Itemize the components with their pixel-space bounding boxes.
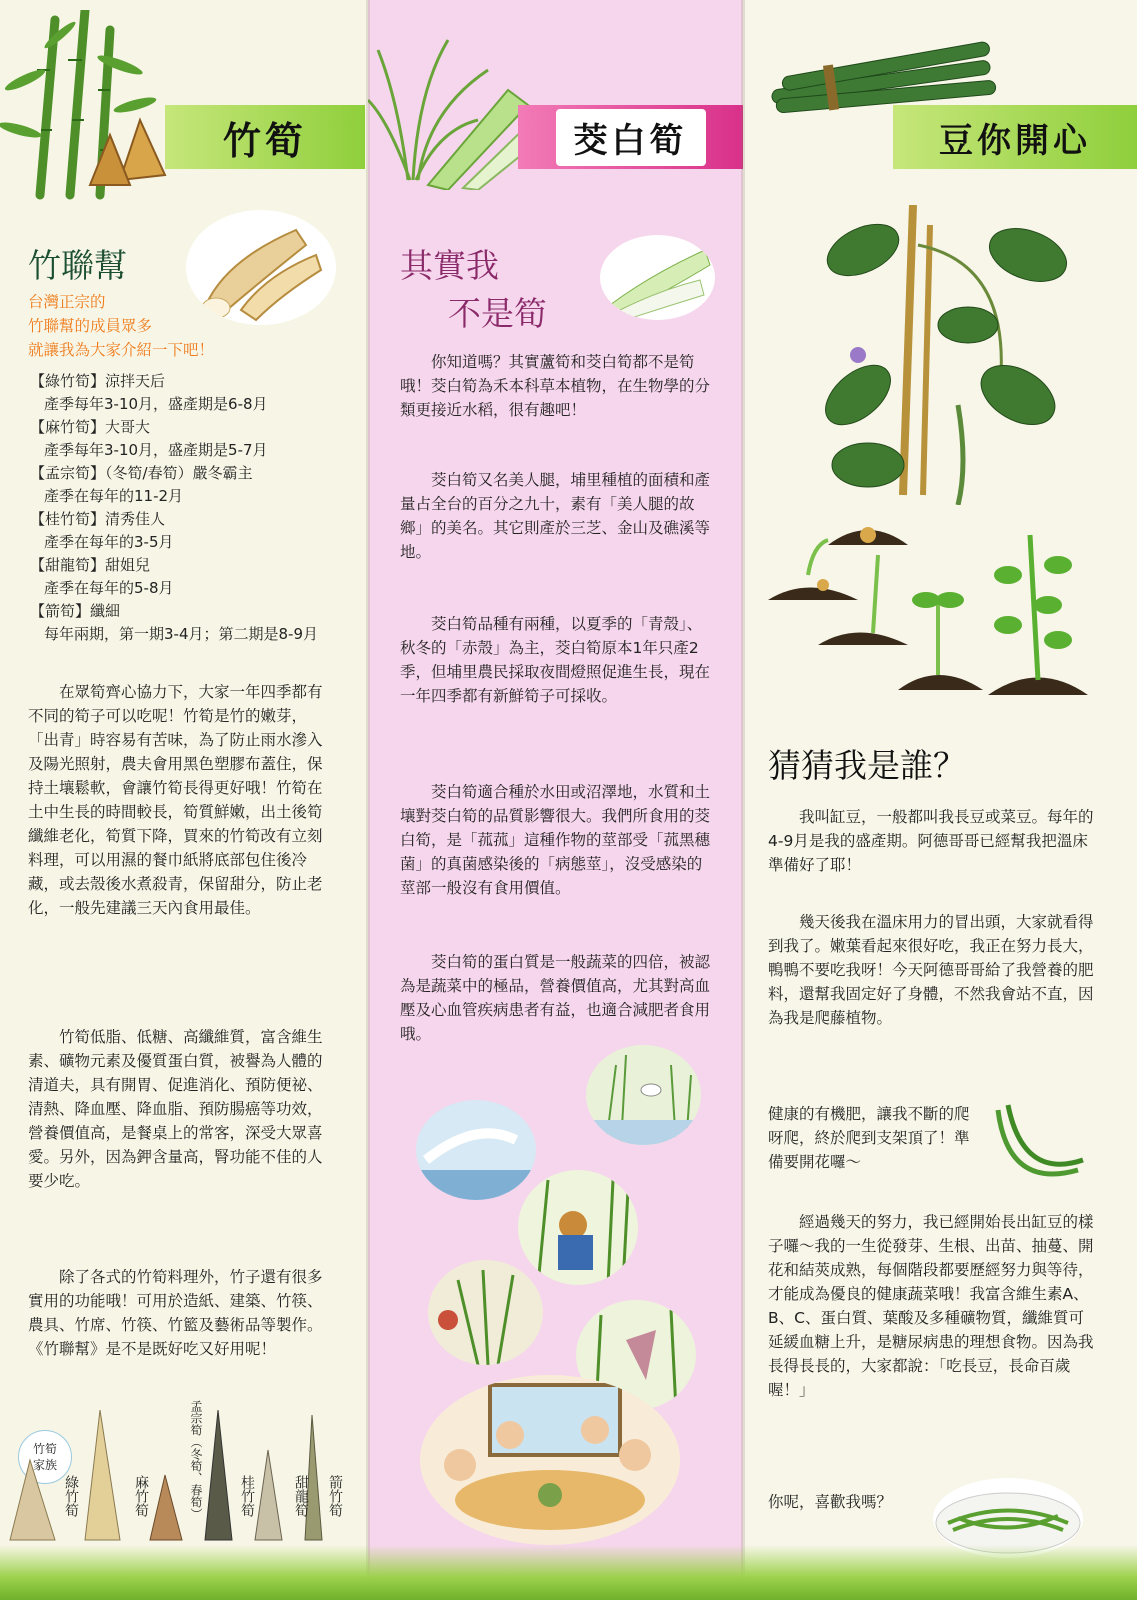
bamboo-paragraph-2: 竹筍低脂、低糖、高纖維質，富含維生素、礦物元素及優質蛋白質，被譽為人體的清道夫，具有開胃、促進消化、預防便祕、清熱、降血壓、降血脂、預防腸癌等功效，營養價值高，是餐桌上的常客，深受大眾喜愛。另外，因為鉀含量高，腎功能不佳的人要少吃。	[28, 1028, 323, 1190]
variety-desc: 大哥大	[105, 418, 151, 436]
variety-desc: 纖細	[90, 602, 121, 620]
fold-line-2	[741, 0, 745, 1600]
water-bamboo-paragraph-2: 茭白筍又名美人腿，埔里種植的面積和產量占全台的百分之九十，素有「美人腿的故鄉」的美名。其它則產於三芝、金山及礁溪等地。	[400, 471, 711, 561]
heading-not-a-shoot-2: 不是筍	[448, 294, 547, 333]
variety-season: 產季在每年的11-2月	[44, 487, 184, 505]
bamboo-paragraph-1: 在眾筍齊心協力下，大家一年四季都有不同的筍子可以吃呢！竹筍是竹的嫩芽，「出青」時容易有苦味，為了防止雨水滲入及陽光照射，農夫會用黑色塑膠布蓋住，保持土壤鬆軟，會讓竹筍長得更好哦！竹筍在土中生長的時間較長，筍質鮮嫩，出土後筍纖維老化，筍質下降，買來的竹筍改有立刻料理，可以用濕的餐巾紙將底部包住後冷藏，或去殼後水煮殺青，保留甜分，防止老化，一般先建議三天內食用最佳。	[28, 683, 323, 917]
variety-desc: 清秀佳人	[105, 510, 166, 528]
farmer-harvest-illustration	[518, 1170, 638, 1285]
family-label: 竹筍家族	[32, 1442, 57, 1472]
variety-name: 【甜龍筍】	[30, 556, 106, 574]
long-bean-pod-illustration	[988, 1100, 1088, 1190]
long-bean-paragraph-1: 我叫缸豆，一般都叫我長豆或菜豆。每年的4-9月是我的盛產期。阿德哥哥已經幫我把溫床準備好了耶！	[768, 808, 1094, 874]
family-item: 孟宗筍（冬筍、春筍）	[189, 1400, 203, 1520]
family-item: 綠竹筍	[63, 1475, 79, 1517]
bamboo-shoot-panel	[0, 0, 368, 1600]
heading-not-a-shoot-1: 其實我	[400, 246, 499, 285]
water-bamboo-paragraph-3: 茭白筍品種有兩種，以夏季的「青殼」、秋冬的「赤殼」為主，茭白筍原本1年只產2季，但埔里農民採取夜間燈照促進生長，現在一年四季都有新鮮筍子可採收。	[400, 615, 711, 705]
banner-title-water-bamboo: 茭白筍	[556, 109, 706, 166]
grass-border	[0, 1545, 1137, 1600]
variety-name: 【箭筍】	[30, 602, 91, 620]
variety-list	[30, 370, 350, 646]
long-bean-paragraph-4: 經過幾天的努力，我已經開始長出缸豆的樣子囉～我的一生從發芽、生根、出苗、抽蔓、開花和結莢成熟，每個階段都要歷經努力與等待，才能成為優良的健康蔬菜哦！我富含維生素A、B、C、蛋白質、葉酸及多種礦物質，纖維質可延緩血糖上升，是糖尿病患的理想食物。因為我長得長長的，大家都說：「吃長豆，長命百歲喔！」	[768, 1213, 1094, 1399]
variety-item	[30, 554, 350, 577]
bamboo-family-illustration	[0, 1390, 368, 1550]
family-item: 箭竹筍	[327, 1475, 343, 1517]
bamboo-shoot-photo	[186, 210, 336, 325]
long-bean-paragraph-5: 你呢，喜歡我嗎？	[768, 1493, 893, 1511]
variety-name: 【麻竹筍】	[30, 418, 106, 436]
bean-plant-illustration	[818, 205, 1118, 505]
fold-line-1	[366, 0, 370, 1600]
banner-water-bamboo	[518, 105, 743, 169]
variety-desc: 甜姐兒	[105, 556, 151, 574]
water-bamboo-photo	[600, 235, 715, 320]
variety-desc: 涼拌天后	[105, 372, 166, 390]
heading-bamboo-gang: 竹聯幫	[28, 246, 127, 285]
variety-desc: （冬筍/春筍）嚴冬霸主	[105, 464, 253, 482]
family-dinner-illustration	[420, 1375, 680, 1545]
banner-bamboo	[165, 105, 365, 169]
banner-title-bamboo: 竹筍	[222, 117, 307, 163]
variety-name: 【綠竹筍】	[30, 372, 106, 390]
seedling-stages-illustration	[768, 515, 1108, 715]
intro-line-1: 台灣正宗的	[28, 293, 106, 311]
egret-pond-illustration	[416, 1100, 536, 1200]
egret-field-illustration	[586, 1045, 701, 1145]
variety-item	[30, 600, 350, 623]
long-bean-paragraph-3: 健康的有機肥，讓我不斷的爬呀爬，終於爬到支架頂了！準備要開花囉～	[768, 1105, 970, 1171]
banner-title-long-bean: 豆你開心	[939, 120, 1091, 161]
intro-line-2: 竹聯幫的成員眾多	[28, 317, 153, 335]
water-bamboo-panel	[368, 0, 743, 1600]
variety-season: 產季每年3-10月，盛產期是5-7月	[44, 441, 268, 459]
variety-season: 產季每年3-10月，盛產期是6-8月	[44, 395, 268, 413]
variety-name: 【孟宗筍】	[30, 464, 106, 482]
long-bean-panel	[743, 0, 1137, 1600]
variety-name: 【桂竹筍】	[30, 510, 106, 528]
water-bamboo-paragraph-1: 你知道嗎？其實蘆筍和茭白筍都不是筍哦！茭白筍為禾本科草本植物，在生物學的分類更接近水稻，很有趣吧！	[400, 353, 711, 419]
variety-item	[30, 508, 350, 531]
bamboo-paragraph-3: 除了各式的竹筍料理外，竹子還有很多實用的功能哦！可用於造紙、建築、竹筷、農具、竹席、竹筷、竹籃及藝術品等製作。《竹聯幫》是不是既好吃又好用呢！	[28, 1268, 323, 1358]
family-item: 麻竹筍	[133, 1475, 149, 1517]
water-bamboo-paragraph-5: 茭白筍的蛋白質是一般蔬菜的四倍，被認為是蔬菜中的極品，營養價值高，尤其對高血壓及心血管疾病患者有益，也適合減肥者食用哦。	[400, 953, 711, 1043]
variety-item	[30, 416, 350, 439]
harvest-field-illustration	[428, 1260, 543, 1365]
variety-season: 每年兩期，第一期3-4月；第二期是8-9月	[44, 625, 319, 643]
variety-item	[30, 462, 350, 485]
long-bean-paragraph-2: 幾天後我在溫床用力的冒出頭，大家就看得到我了。嫩葉看起來很好吃，我正在努力長大，鴨鴨不要吃我呀！今天阿德哥哥給了我營養的肥料，還幫我固定好了身體，不然我會站不直，因為我是爬藤植物。	[768, 913, 1094, 1027]
family-item: 甜龍筍	[293, 1475, 309, 1517]
variety-season: 產季在每年的5-8月	[44, 579, 174, 597]
family-item: 桂竹筍	[239, 1475, 255, 1517]
intro-line-3: 就讓我為大家介紹一下吧！	[28, 341, 215, 359]
variety-item	[30, 370, 350, 393]
water-bamboo-paragraph-4: 茭白筍適合種於水田或沼澤地，水質和土壤對茭白筍的品質影響很大。我們所食用的茭白筍，是「菰菰」這種作物的莖部受「菰黑穗菌」的真菌感染後的「病態莖」，沒受感染的莖部一般沒有食用價值。	[400, 783, 711, 897]
variety-season: 產季在每年的3-5月	[44, 533, 174, 551]
banner-long-bean	[893, 105, 1137, 169]
heading-guess-who: 猜猜我是誰？	[768, 746, 966, 785]
